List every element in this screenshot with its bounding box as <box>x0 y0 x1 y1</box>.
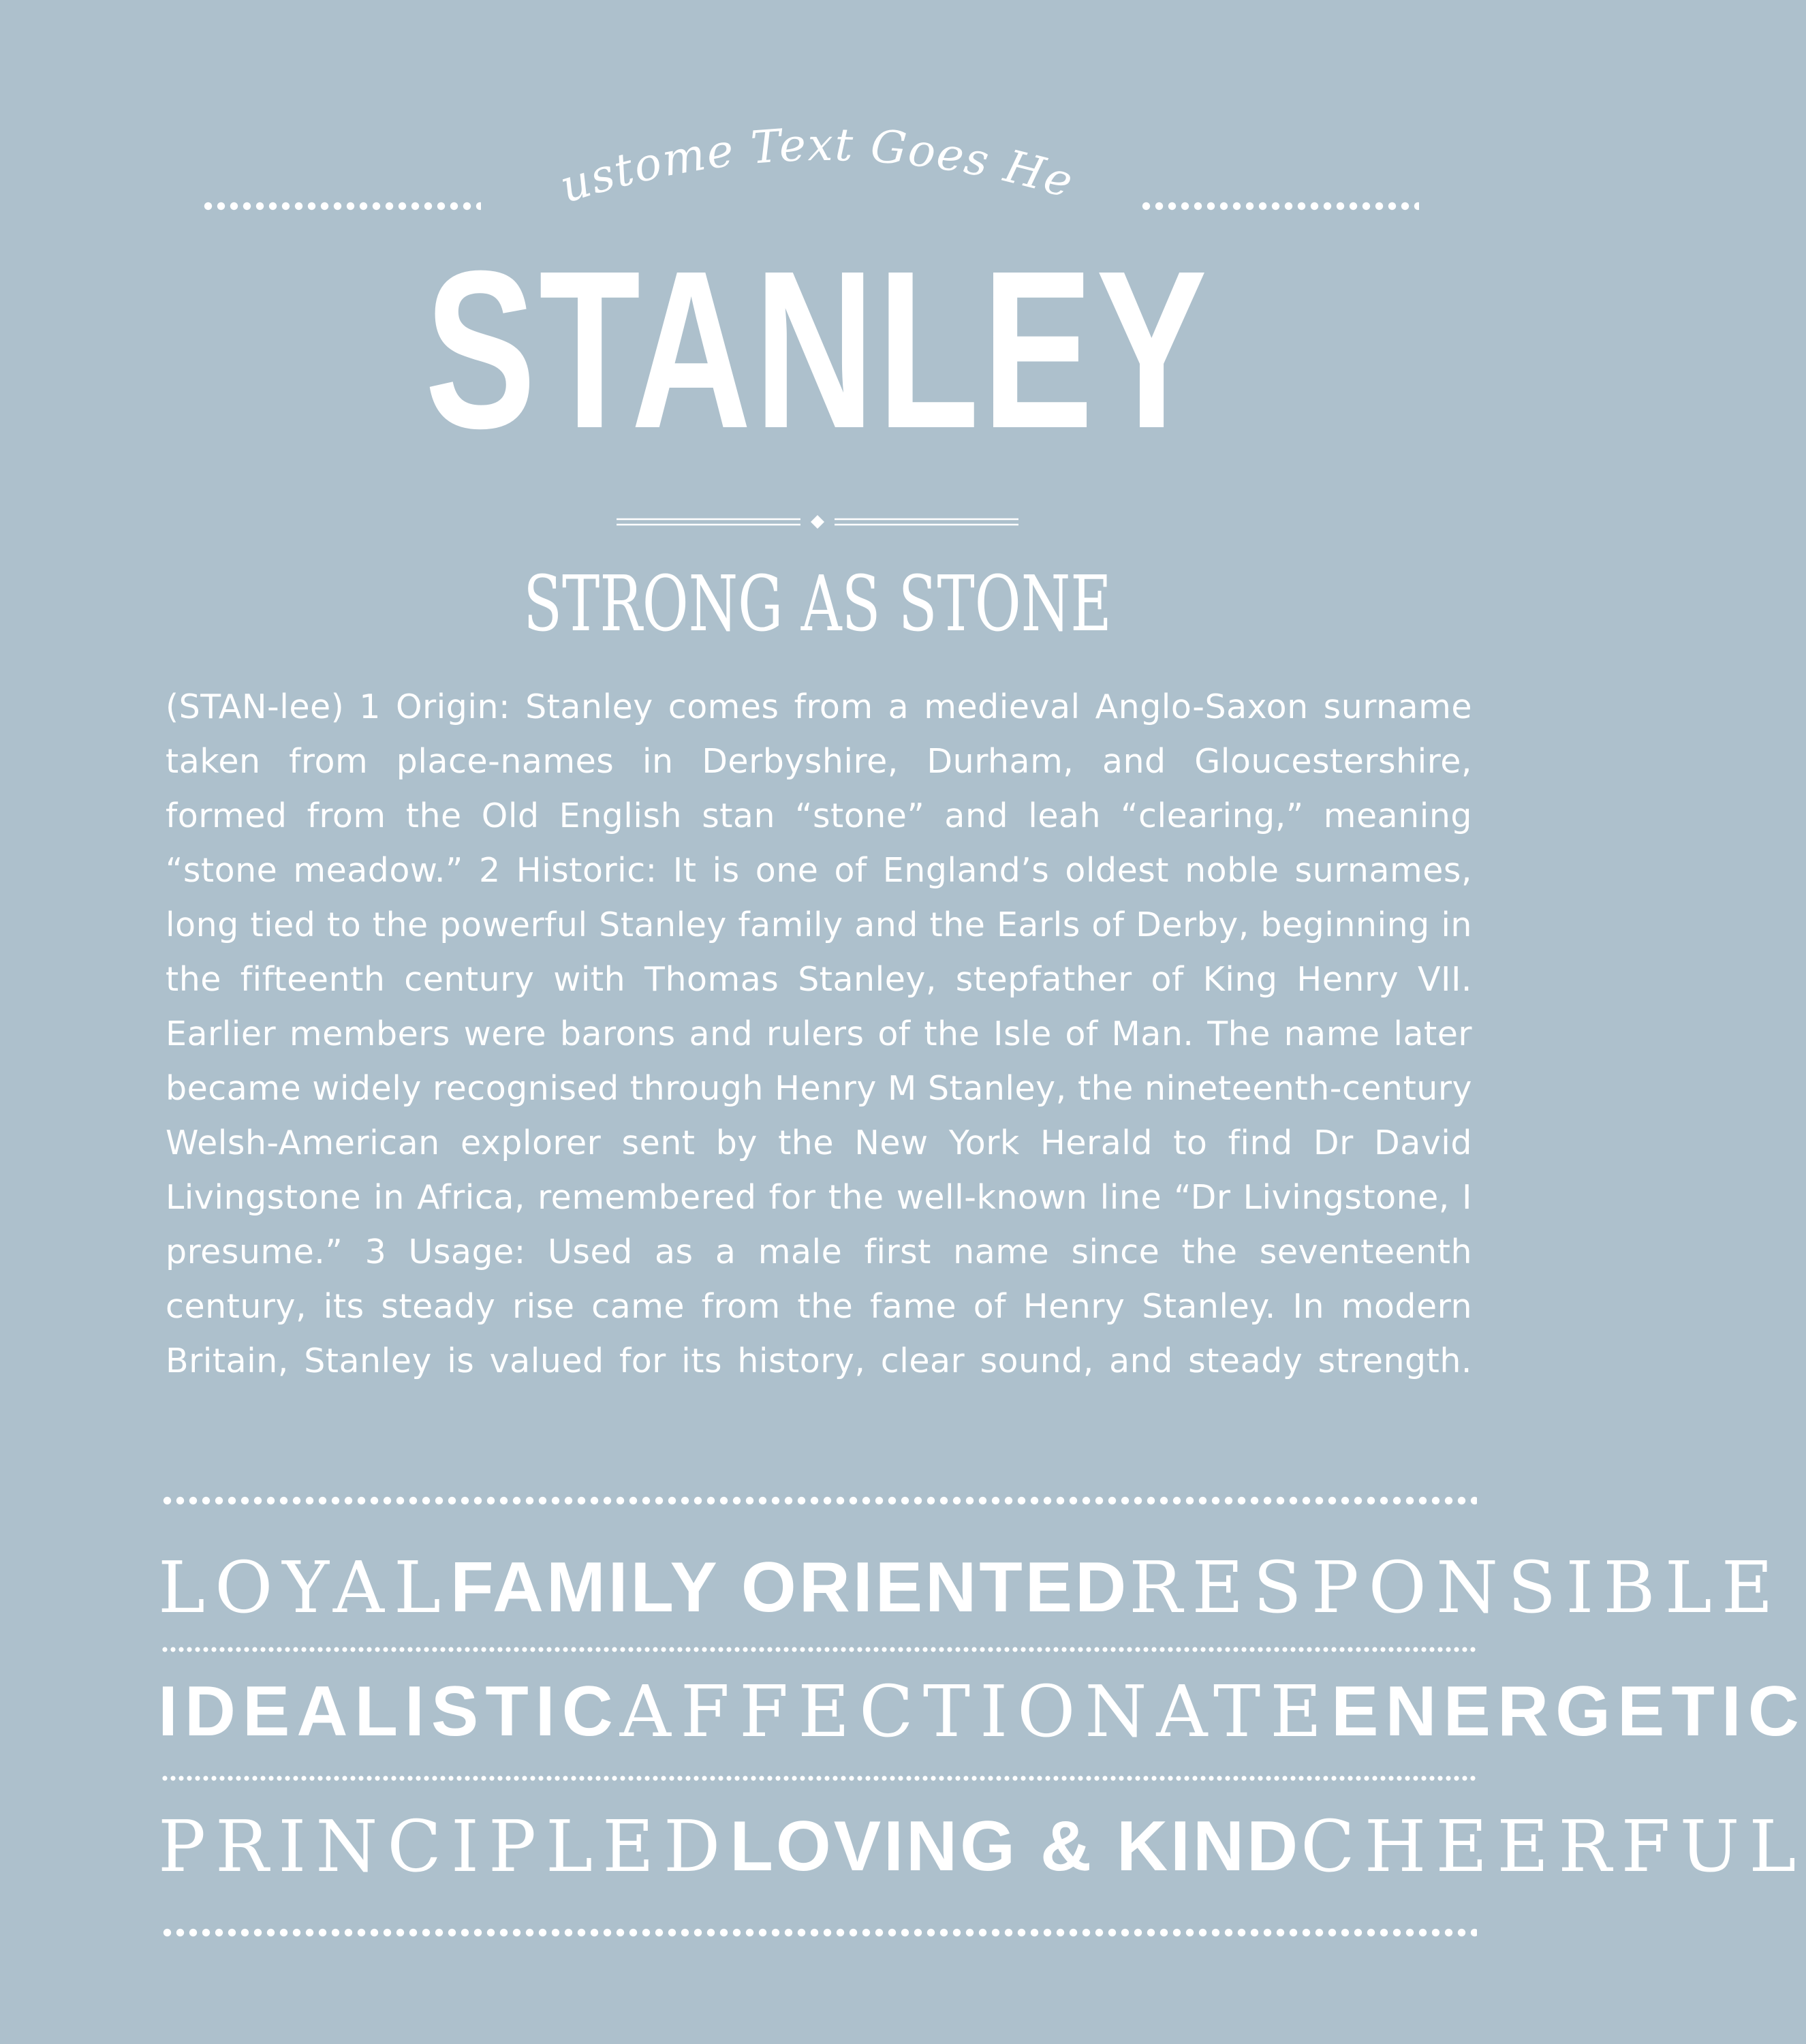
trait-word: IDEALISTIC <box>158 1672 620 1751</box>
traits-divider-dots <box>161 1776 1477 1781</box>
trait-word: FAMILY ORIENTED <box>450 1548 1130 1627</box>
trait-word: ENERGETIC <box>1331 1672 1806 1751</box>
trait-word: AFFECTIONATE <box>619 1670 1332 1753</box>
diamond-icon <box>811 515 824 529</box>
custom-text-arc <box>540 64 1090 221</box>
svg-text:Custome Text Goes Here <box>541 64 1080 213</box>
traits-row-3 <box>158 1805 1806 1888</box>
trait-word: LOVING & KIND <box>730 1807 1301 1886</box>
header-dots-right <box>1140 202 1419 211</box>
trait-word: RESPONSIBLE <box>1129 1546 1783 1629</box>
traits-bottom-dots <box>161 1928 1477 1937</box>
traits-top-dots <box>161 1496 1477 1505</box>
name-title: STANLEY <box>424 223 1211 475</box>
trait-word: CHEERFUL <box>1301 1805 1806 1888</box>
traits-row-1 <box>158 1546 1783 1629</box>
trait-word: PRINCIPLED <box>158 1805 730 1888</box>
name-description: (STAN-lee) 1 Origin: Stanley comes from a medieval Anglo-Saxon surname taken from place-names in Derbyshire, Durham, and Gloucestershire, formed from the Old English stan “stone” and leah “clearing,” meaning “stone meadow.” 2 Historic: It is one of England’s oldest noble surnames, long tied to the powerful Stanley family and the Earls of Derby, beginning in the fifteenth century with Thomas Stanley, stepfather of King Henry VII. Earlier members were barons and rulers of the Isle of Man. The name later became widely recognised through Henry M Stanley, the nineteenth-century Welsh-American explorer sent by the New York Herald to find Dr David Livingstone in Africa, remembered for the well-known line “Dr Livingstone, I presume.” 3 Usage: Used as a male first name since the seventeenth century, its steady rise came from the fame of Henry Stanley. In modern Britain, Stanley is valued for its history, clear sound, and steady strength. <box>166 687 1472 1380</box>
traits-divider-dots <box>161 1647 1477 1652</box>
tagline: STRONG AS STONE <box>523 560 1112 649</box>
traits-row-2 <box>158 1670 1806 1753</box>
header-dots-left <box>202 202 481 211</box>
trait-word: LOYAL <box>158 1546 451 1629</box>
ornament-divider <box>617 513 1018 531</box>
custom-text: Custome Text Goes Here <box>540 64 1080 213</box>
